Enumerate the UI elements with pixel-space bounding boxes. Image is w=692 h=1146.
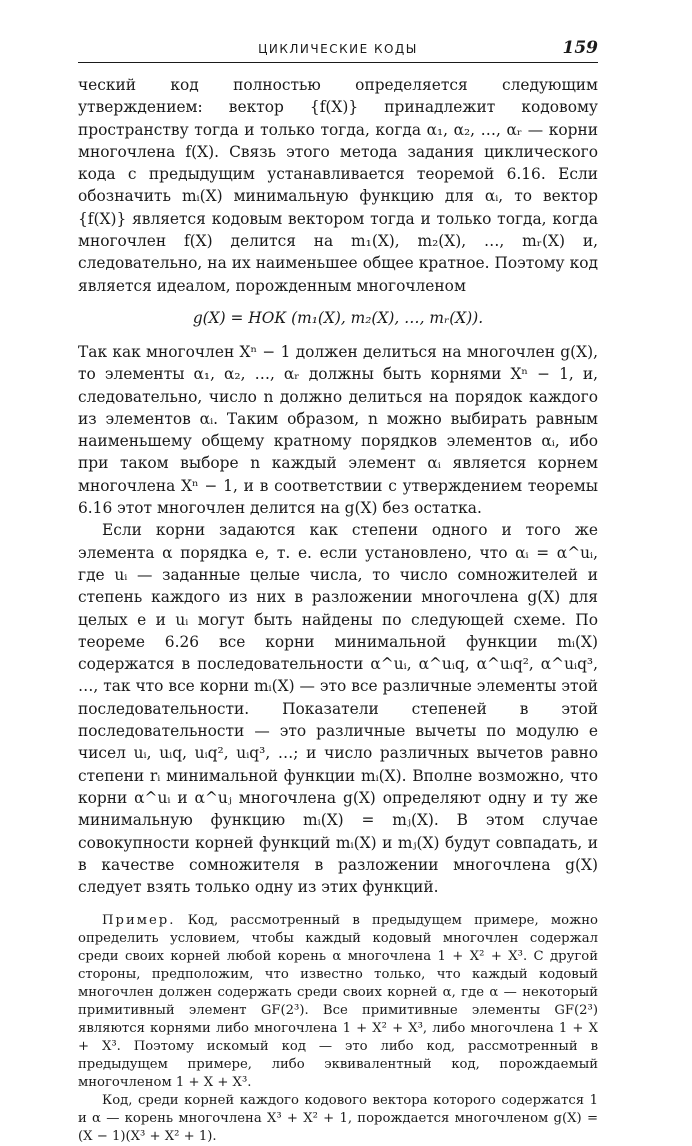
example-block xyxy=(78,912,598,1146)
paragraph-2: Так как многочлен Xⁿ − 1 должен делиться на многочлен g(X), то элементы α₁, α₂, …, αᵣ должны быть корнями Xⁿ − 1, и, следовательно, число n должно делиться на порядок каждого из элементов αᵢ. Таким образом, n можно выбирать равным наименьшему общему кратному порядков элементов αᵢ, ибо при таком выборе n каждый элемент αᵢ является корнем многочлена Xⁿ − 1, и в соответствии с утверждением теоремы 6.16 этот многочлен делится на g(X) без остатка. xyxy=(78,342,598,518)
example-label: Пример. xyxy=(102,913,176,929)
page-number: 159 xyxy=(562,38,598,58)
paragraph-continuation: ческий код полностью определяется следующим утверждением: вектор {f(X)} принадлежит кодовому пространству тогда и только тогда, когда α₁, α₂, …, αᵣ — корни многочлена f(X). Связь этого метода задания циклического кода с предыдущим устанавливается теоремой 6.16. Если обозначить mᵢ(X) минимальную функцию для αᵢ, то вектор {f(X)} является кодовым вектором тогда и только тогда, когда многочлен f(X) делится на m₁(X), m₂(X), …, mᵣ(X) и, следовательно, на их наименьшее общее кратное. Поэтому код является идеалом, порожденным многочленом xyxy=(78,76,598,295)
final-paragraph: Код, среди корней каждого кодового вектора которого содержатся 1 и α — корень многочлена X³ + X² + 1, порождается многочленом g(X) = (X − 1)(X³ + X² + 1). xyxy=(78,1093,598,1145)
paragraph-3: Если корни задаются как степени одного и того же элемента α порядка e, т. е. если установлено, что αᵢ = α^uᵢ, где uᵢ — заданные целые числа, то число сомножителей и степень каждого из них в разложении многочлена g(X) для целых e и uᵢ могут быть найдены по следующей схеме. По теореме 6.26 все корни минимальной функции mᵢ(X) содержатся в последовательности α^uᵢ, α^uᵢq, α^uᵢq², α^uᵢq³, …, так что все корни mᵢ(X) — это все различные элементы этой последовательности. Показатели степеней в этой последовательности — это различные вычеты по модулю e чисел uᵢ, uᵢq, uᵢq², uᵢq³, …; и число различных вычетов равно степени rᵢ минимальной функции mᵢ(X). Вполне возможно, что корни α^uᵢ и α^uⱼ многочлена g(X) определяют одну и ту же минимальную функцию mᵢ(X) = mⱼ(X). В этом случае совокупности корней функций mᵢ(X) и mⱼ(X) будут совпадать, и в качестве сомножителя в разложении многочлена g(X) следует взять только одну из этих функций. xyxy=(78,521,598,897)
example-text: Код, рассмотренный в предыдущем примере, можно определить условием, чтобы каждый кодовый многочлен содержал среди своих корней любой корень α многочлена 1 + X² + X³. С другой стороны, предположим, что известно только, что каждый кодовый многочлен должен содержать среди своих корней α, где α — некоторый примитивный элемент GF(2³). Все примитивные элементы GF(2³) являются корнями либо многочлена 1 + X² + X³, либо многочлена 1 + X + X³. Поэтому искомый код — это либо код, рассмотренный в предыдущем примере, либо эквивалентный код, порождаемый многочленом 1 + X + X³. xyxy=(78,913,598,1091)
running-head: ЦИКЛИЧЕСКИЕ КОДЫ xyxy=(258,42,418,56)
example-paragraph xyxy=(78,912,598,1092)
page-body xyxy=(78,74,598,1146)
page-header xyxy=(78,40,598,63)
formula-lcm: g(X) = НОК (m₁(X), m₂(X), …, mᵣ(X)). xyxy=(192,308,484,327)
